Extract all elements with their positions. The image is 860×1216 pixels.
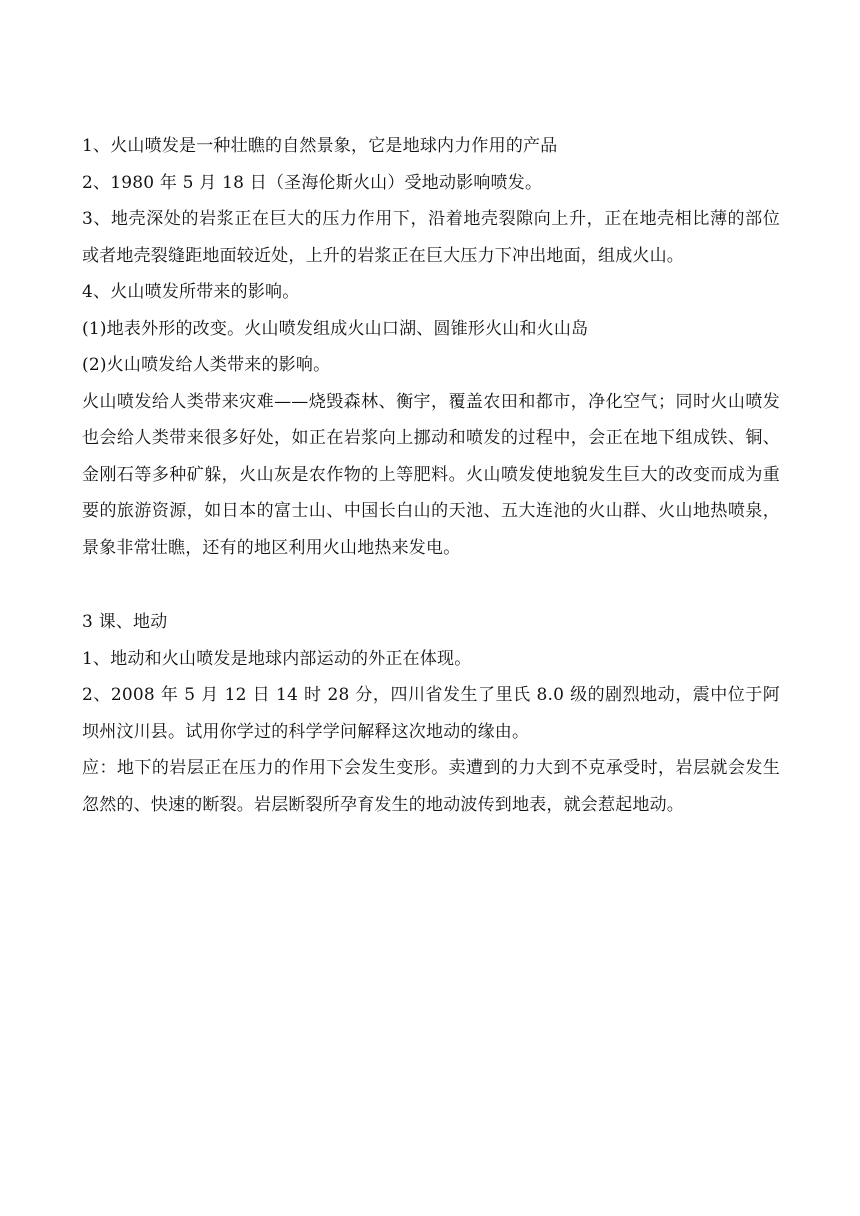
volcano-point-1: 1、火山喷发是一种壮瞧的自然景象，它是地球内力作用的产品 — [82, 136, 558, 156]
volcano-impact-paragraph: 火山喷发给人类带来灾难——烧毁森林、衡宇，覆盖农田和都市，净化空气；同时火山喷发也会给人类带来很多好处，如正在岩浆向上挪动和喷发的过程中，会正在地下组成铁、铜、金刚石等多种矿躲，火山灰是农作物的上等肥料。火山喷发使地貌发生巨大的改变而成为重要的旅游资源，如日本的富士山、中国长白山的天池、五大连池的火山群、火山地热喷泉，景象非常壮瞧，还有的地区利用火山地热来发电。 — [82, 391, 780, 558]
document-body — [82, 128, 780, 823]
volcano-point-3: 3、地壳深处的岩浆正在巨大的压力作用下，沿着地壳裂隙向上升，正在地壳相比薄的部位或者地壳裂缝距地面较近处，上升的岩浆正在巨大压力下冲出地面，组成火山。 — [82, 209, 780, 266]
earthquake-answer: 应：地下的岩层正在压力的作用下会发生变形。卖遭到的力大到不克承受时，岩层就会发生忽然的、快速的断裂。岩层断裂所孕育发生的地动波传到地表，就会惹起地动。 — [82, 758, 780, 815]
earthquake-point-1: 1、地动和火山喷发是地球内部运动的外正在体现。 — [82, 648, 472, 669]
earthquake-point-2: 2、2008 年 5 月 12 日 14 时 28 分，四川省发生了里氏 8.0 级的剧烈地动，震中位于阿坝州汶川县。试用你学过的科学学问解释这次地动的缘由。 — [82, 685, 780, 742]
volcano-point-2: 2、1980 年 5 月 18 日（圣海伦斯火山）受地动影响喷发。 — [82, 172, 543, 193]
volcano-point-4: 4、火山喷发所带来的影响。 — [82, 282, 300, 302]
earthquake-lesson-heading: 3 课、地动 — [82, 612, 168, 632]
volcano-subpoint-2: (2)火山喷发给人类带来的影响。 — [82, 355, 331, 375]
section-spacer — [82, 566, 780, 604]
volcano-subpoint-1: (1)地表外形的改变。火山喷发组成火山口湖、圆锥形火山和火山岛 — [82, 318, 589, 339]
